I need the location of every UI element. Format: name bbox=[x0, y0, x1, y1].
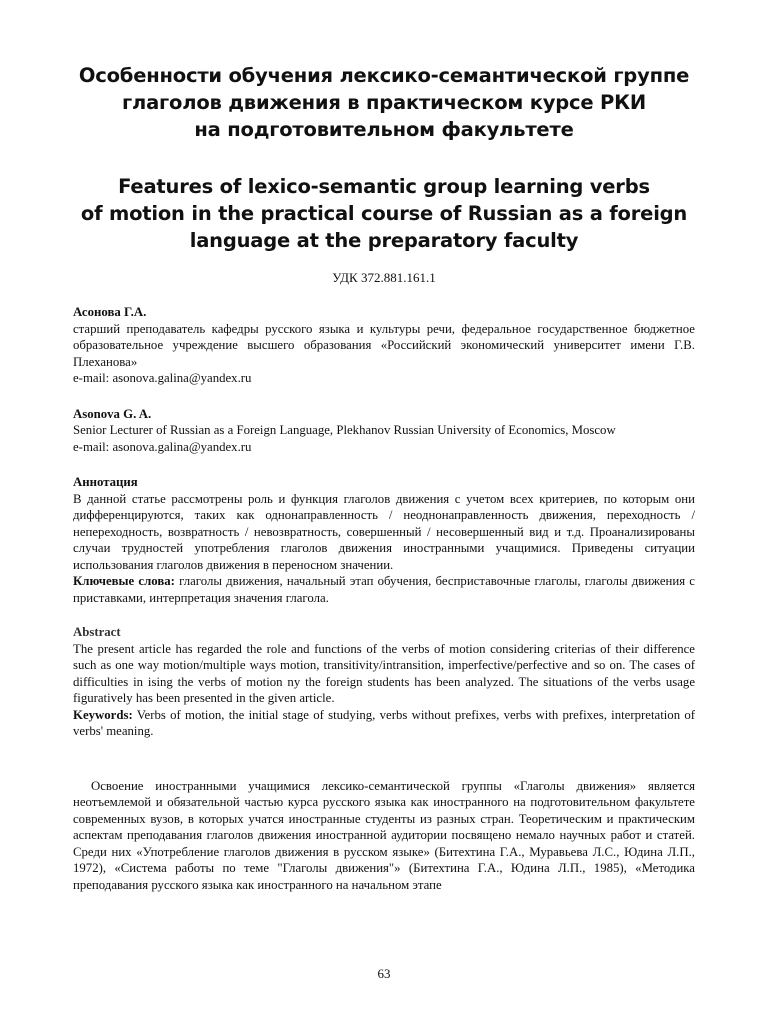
author-en-affiliation: Senior Lecturer of Russian as a Foreign Language, Plekhanov Russian University of Economics, Moscow bbox=[73, 423, 616, 437]
author-en-block bbox=[73, 406, 695, 456]
annotation-keywords-label: Ключевые слова: bbox=[73, 574, 175, 588]
annotation-heading: Аннотация bbox=[73, 475, 138, 489]
author-en-email: e-mail: asonova.galina@yandex.ru bbox=[73, 439, 252, 454]
body-paragraph: Освоение иностранными учащимися лексико-семантической группы «Глаголы движения» является неотъемлемой и обязательной частью курса русского языка как иностранного на подготовительном факультете современных вузов, в которых учатся иностранные студенты из разных стран. Теоретическим и практическим аспектам преподавания глаголов движения иностранной аудитории посвящено немало научных работ и статей. Среди них «Употребление глаголов движения в русском языке» (Битехтина Г.А., Муравьева Л.С., Юдина Л.П., 1972), «Система работы по теме "Глаголы движения"» (Битехтина Г.А., Юдина Л.П., 1985), «Методика преподавания русского языка как иностранного на начальном этапе bbox=[73, 778, 695, 892]
title-russian bbox=[73, 62, 695, 143]
title-english bbox=[73, 173, 695, 254]
annotation-block bbox=[73, 474, 695, 606]
abstract-keywords-text: Verbs of motion, the initial stage of studying, verbs without prefixes, verbs with prefixes, interpretation of verbs' meaning. bbox=[73, 707, 695, 738]
article-page bbox=[73, 62, 695, 893]
author-ru-block bbox=[73, 304, 695, 387]
annotation-keywords bbox=[73, 573, 695, 606]
author-ru-email: e-mail: asonova.galina@yandex.ru bbox=[73, 371, 252, 385]
title-ru-line: на подготовительном факультете bbox=[194, 118, 574, 141]
abstract-keywords-label: Keywords: bbox=[73, 707, 133, 722]
title-ru-line: Особенности обучения лексико-семантической группе bbox=[78, 64, 690, 87]
title-en-line: of motion in the practical course of Russian as a foreign bbox=[80, 202, 688, 225]
abstract-keywords bbox=[73, 707, 695, 740]
udk-code: УДК 372.881.161.1 bbox=[332, 270, 436, 285]
annotation-keywords-text: глаголы движения, начальный этап обучения, бесприставочные глаголы, глаголы движения с приставками, интерпретация значения глагола. bbox=[73, 574, 695, 605]
abstract-text: The present article has regarded the role and functions of the verbs of motion considering criterias of their difference such as one way motion/multiple ways motion, transitivity/intransition, imperfective/perfective and so on. The cases of difficulties in ising the verbs of motion ny the foreign students has been analyzed. The situations of the verbs usage figuratively has been presented in the given article. bbox=[73, 641, 695, 705]
author-en-name: Asonova G. A. bbox=[73, 406, 152, 421]
abstract-heading: Abstract bbox=[73, 625, 121, 639]
author-ru-name: Асонова Г.А. bbox=[73, 305, 147, 319]
title-en-line: Features of lexico-semantic group learning verbs bbox=[118, 175, 650, 198]
abstract-block bbox=[73, 624, 695, 740]
annotation-text: В данной статье рассмотрены роль и функция глаголов движения с учетом всех критериев, по которым они дифференцируются, таких как однонаправленность / неоднонаправленность движения, переходность / непереходность, возвратность / невозвратность, совершенный / несовершенный вид и т.д. Проанализированы случаи трудностей употребления глаголов движения иностранными учащимися. Приведены ситуации использования глаголов движения в переносном значении. bbox=[73, 491, 695, 572]
title-en-line: language at the preparatory faculty bbox=[189, 229, 579, 252]
author-ru-affiliation: старший преподаватель кафедры русского языка и культуры речи, федеральное государственное бюджетное образовательное учреждение высшего образования «Российский экономический университет имени Г.В. Плеханова» bbox=[73, 321, 695, 369]
title-ru-line: глаголов движения в практическом курсе РКИ bbox=[122, 91, 646, 114]
page-number: 63 bbox=[377, 966, 391, 981]
